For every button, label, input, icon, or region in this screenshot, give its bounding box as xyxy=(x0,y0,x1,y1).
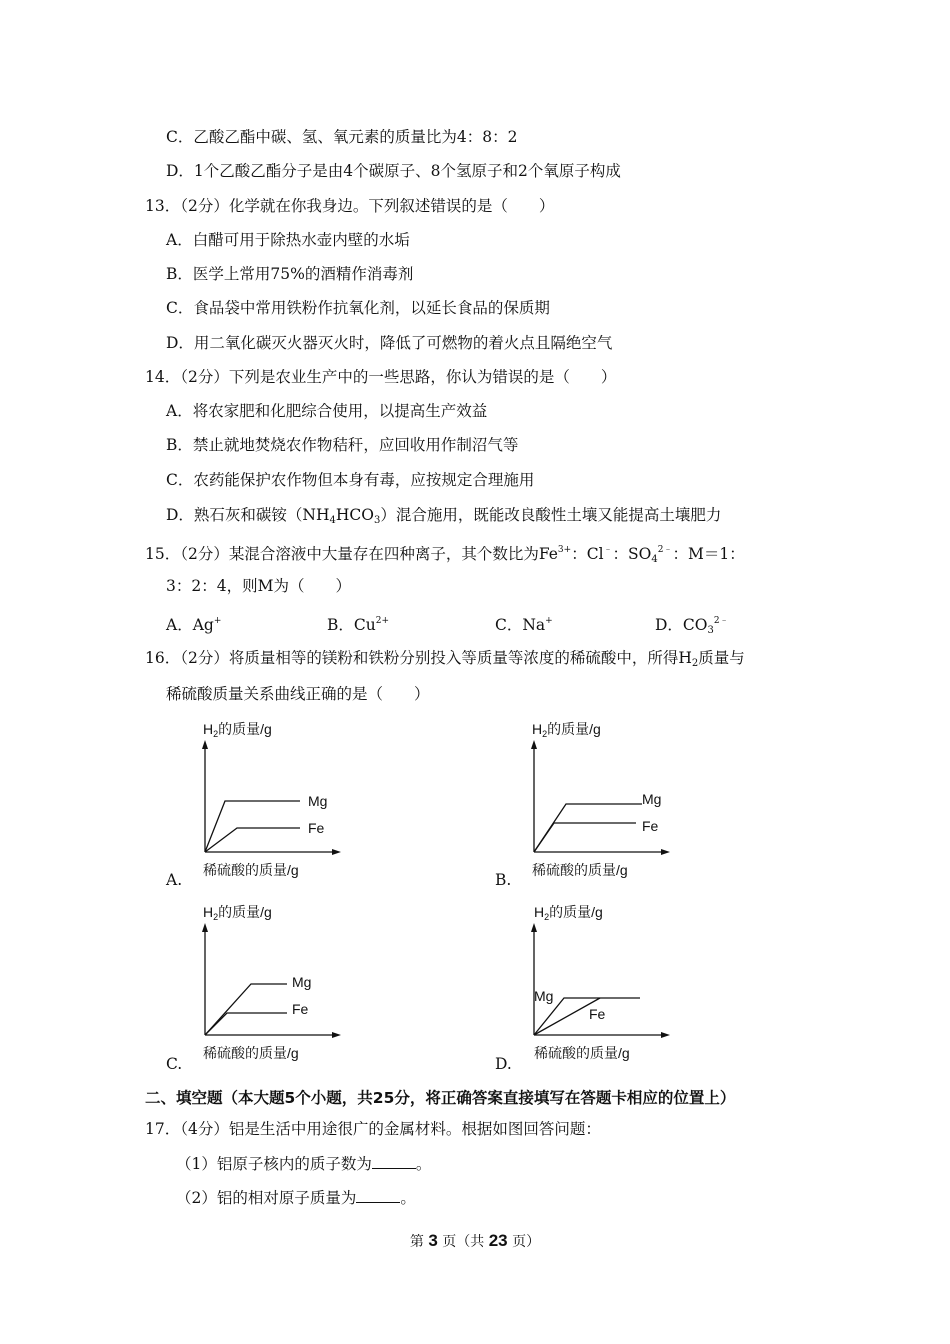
graph-a-xlabel: 稀硫酸的质量/g xyxy=(203,862,299,878)
graph-b-label: B. xyxy=(495,871,512,889)
graph-d-ylabel: $H_2$的质量/g xyxy=(534,904,603,922)
graph-d-label: D. xyxy=(495,1055,512,1073)
graph-b-xlabel: 稀硫酸的质量/g xyxy=(532,862,628,878)
q13-option-b: B．医学上常用75%的酒精作消毒剂 xyxy=(166,265,414,283)
q16-stem: 16．（2分）将质量相等的镁粉和铁粉分别投入等质量等浓度的稀硫酸中，所得$H_2$质量与 xyxy=(145,649,745,669)
q17-sub2-blank[interactable] xyxy=(356,1188,400,1203)
q17-sub1: （1）铝原子核内的质子数为 。 xyxy=(176,1155,432,1173)
page-total: 23 xyxy=(488,1231,508,1250)
graph-c-fe-label: Fe xyxy=(292,1001,309,1017)
q15-option-c: C．Na+ xyxy=(495,616,553,634)
graph-d-fe-label: Fe xyxy=(589,1006,606,1022)
q13-option-d: D．用二氧化碳灭火器灭火时，降低了可燃物的着火点且隔绝空气 xyxy=(166,334,613,352)
graph-a-ylabel: $H_2$的质量/g xyxy=(203,721,272,739)
page-number: 3 xyxy=(428,1231,438,1250)
graph-b xyxy=(524,712,674,884)
graph-b-fe-line xyxy=(534,823,636,852)
graph-b-mg-label: Mg xyxy=(642,791,662,807)
q14-stem: 14．（2分）下列是农业生产中的一些思路，你认为错误的是（ ） xyxy=(145,368,617,386)
graph-a-fe-line xyxy=(205,828,300,852)
q13-option-c: C．食品袋中常用铁粉作抗氧化剂，以延长食品的保质期 xyxy=(166,299,550,317)
graph-c-fe-line xyxy=(205,1013,287,1035)
q15-option-a: A．Ag+ xyxy=(166,616,222,634)
q17-sub1-blank[interactable] xyxy=(372,1154,416,1169)
graph-a-mg-label: Mg xyxy=(308,793,328,809)
graph-c xyxy=(195,895,345,1067)
graph-a-mg-line xyxy=(205,801,300,852)
q12-option-d: D．1个乙酸乙酯分子是由4个碳原子、8个氢原子和2个氧原子构成 xyxy=(166,162,621,180)
section-heading: 二、填空题（本大题5个小题，共25分，将正确答案直接填写在答题卡相应的位置上） xyxy=(145,1089,736,1107)
graph-d xyxy=(524,895,674,1067)
q17-sub2: （2）铝的相对原子质量为 。 xyxy=(176,1189,416,1207)
graph-b-fe-label: Fe xyxy=(642,818,659,834)
graph-c-mg-line xyxy=(205,984,287,1035)
q15-stem-line2: 3：2：4，则M为（ ） xyxy=(166,577,351,595)
q13-stem: 13．（2分）化学就在你我身边。下列叙述错误的是（ ） xyxy=(145,197,555,215)
q15-stem: 15．（2分）某混合溶液中大量存在四种离子，其个数比为$Fe^{3+}$：Cl﹣：$SO_4^{2﹣}$：M＝1： xyxy=(145,545,745,565)
q17-stem: 17．（4分）铝是生活中用途很广的金属材料。根据如图回答问题： xyxy=(145,1120,601,1138)
graph-a-fe-label: Fe xyxy=(308,820,325,836)
graph-d-xlabel: 稀硫酸的质量/g xyxy=(534,1045,630,1061)
q14-option-d: D．熟石灰和碳铵$(NH_4HCO_3)$混合施用，既能改良酸性土壤又能提高土壤肥力 xyxy=(166,506,722,526)
graph-c-label: C. xyxy=(166,1055,183,1073)
q14-option-c: C．农药能保护农作物但本身有毒，应按规定合理施用 xyxy=(166,471,535,489)
graph-a-label: A. xyxy=(166,871,183,889)
page-footer: 第 3 页（共 23 页） xyxy=(409,1231,541,1250)
q15-option-b: B．$Cu^{2+}$ xyxy=(327,616,390,634)
q15-option-d: D．$CO_3^{2﹣}$ xyxy=(655,616,729,636)
graph-a xyxy=(195,712,345,884)
q14-option-a: A．将农家肥和化肥综合使用，以提高生产效益 xyxy=(166,402,488,420)
q14-option-b: B．禁止就地焚烧农作物秸秆，应回收用作制沼气等 xyxy=(166,436,519,454)
graph-c-ylabel: $H_2$的质量/g xyxy=(203,904,272,922)
q13-option-a: A．白醋可用于除热水壶内壁的水垢 xyxy=(166,231,410,249)
q16-stem-line2: 稀硫酸质量关系曲线正确的是（ ） xyxy=(166,685,430,703)
graph-c-mg-label: Mg xyxy=(292,974,312,990)
q12-option-c: C．乙酸乙酯中碳、氢、氧元素的质量比为4：8：2 xyxy=(166,128,518,146)
graph-d-mg-label: Mg xyxy=(534,988,554,1004)
graph-b-ylabel: $H_2$的质量/g xyxy=(532,721,601,739)
graph-c-xlabel: 稀硫酸的质量/g xyxy=(203,1045,299,1061)
